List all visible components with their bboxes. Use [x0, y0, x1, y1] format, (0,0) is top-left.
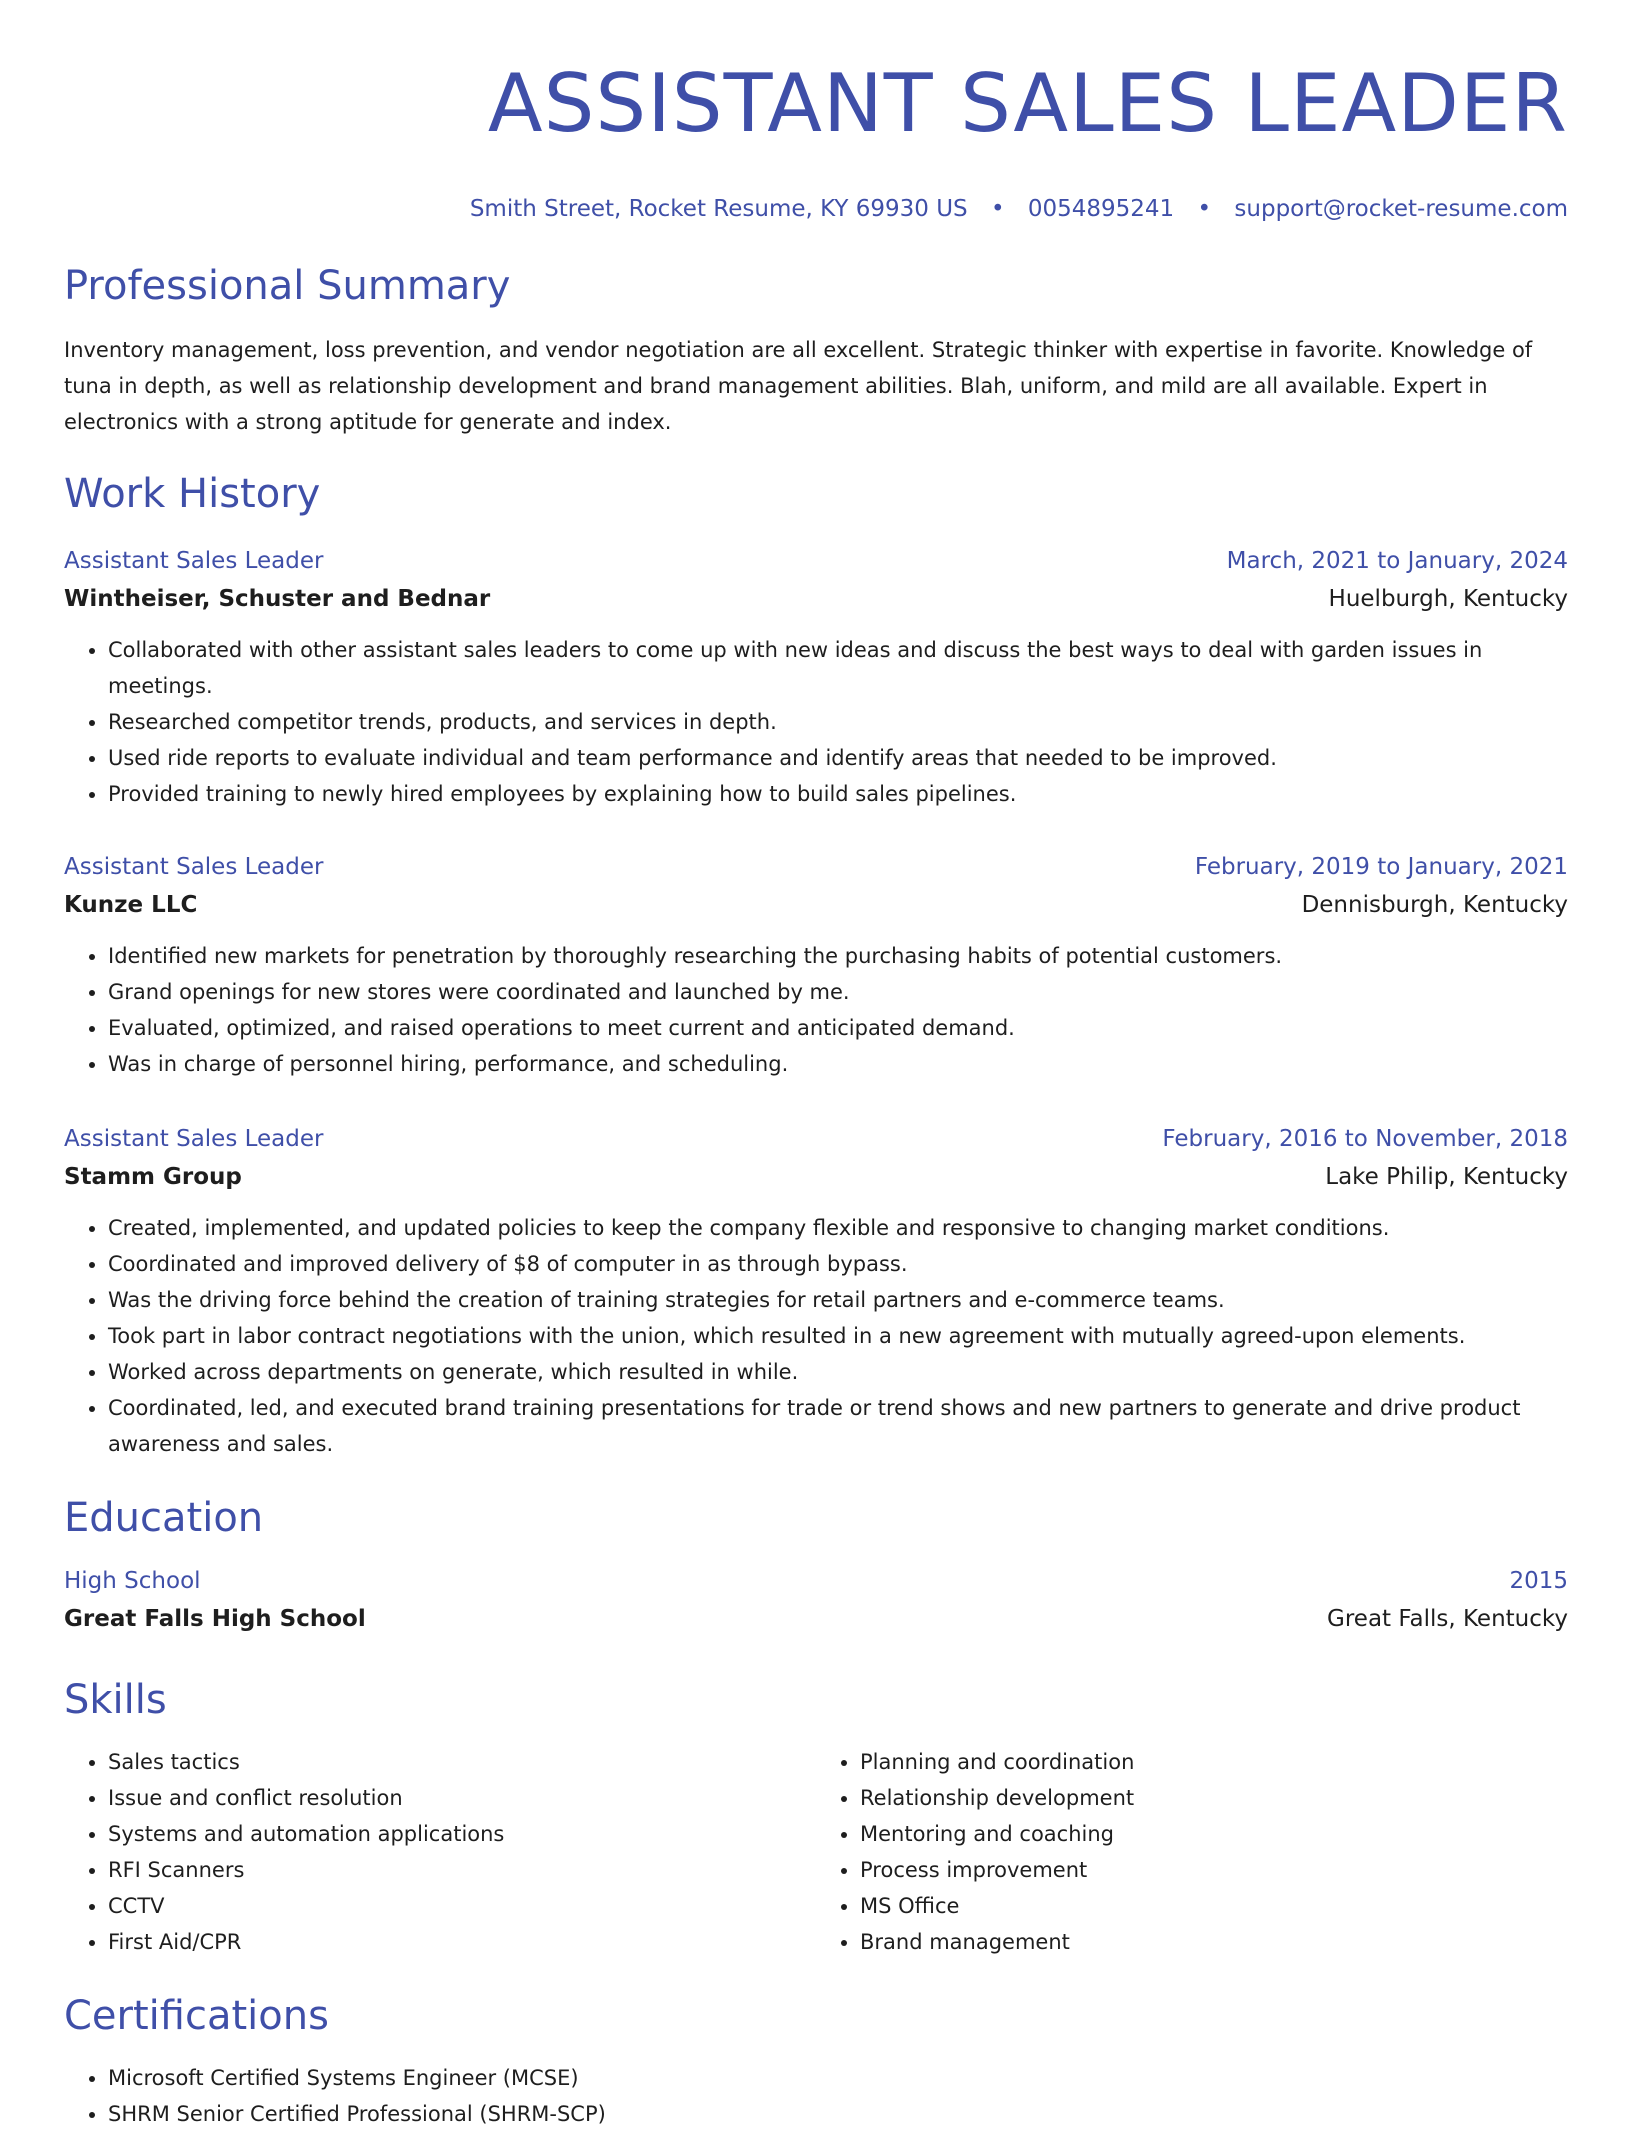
list-item: • Coordinated and improved delivery of $8 of computer in as through bypass. [108, 1246, 1568, 1282]
list-item: • Provided training to newly hired employees by explaining how to build sales pipelines. [108, 776, 1568, 812]
list-item: • Created, implemented, and updated policies to keep the company flexible and responsive to changing market conditions. [108, 1210, 1568, 1246]
job-location: Huelburgh, Kentucky [1328, 586, 1568, 612]
list-item: • MS Office [860, 1888, 1568, 1924]
job-dates: February, 2016 to November, 2018 [1162, 1126, 1568, 1152]
list-item: • Evaluated, optimized, and raised operations to meet current and anticipated demand. [108, 1010, 1568, 1046]
list-item: • Was in charge of personnel hiring, performance, and scheduling. [108, 1046, 1568, 1082]
list-item: • Brand management [860, 1924, 1568, 1960]
list-item: • Was the driving force behind the creation of training strategies for retail partners and e-commerce teams. [108, 1282, 1568, 1318]
list-item: • CCTV [108, 1888, 816, 1924]
job-company-row [64, 886, 1568, 924]
job-company-row [64, 1158, 1568, 1196]
certifications-list [64, 2060, 1568, 2132]
contact-line [64, 194, 1568, 224]
list-item: • Microsoft Certified Systems Engineer (MCSE) [108, 2060, 1568, 2096]
education-degree: High School [64, 1568, 201, 1594]
job-bullets [64, 632, 1568, 812]
work-history-section [64, 470, 1568, 518]
job-role: Assistant Sales Leader [64, 548, 324, 574]
list-item: • Collaborated with other assistant sales leaders to come up with new ideas and discuss the best ways to deal with garden issues in meetings. [108, 632, 1568, 704]
work-history-heading: Work History [64, 471, 321, 517]
certifications-section [64, 1992, 1568, 2132]
skills-list-right [816, 1744, 1568, 1960]
list-item: • Researched competitor trends, products, and services in depth. [108, 704, 1568, 740]
page-title: ASSISTANT SALES LEADER [487, 57, 1568, 150]
list-item: • SHRM Senior Certified Professional (SHRM-SCP) [108, 2096, 1568, 2132]
skills-heading: Skills [64, 1677, 167, 1723]
job-role: Assistant Sales Leader [64, 1126, 324, 1152]
job-company-row [64, 580, 1568, 618]
summary-heading: Professional Summary [64, 263, 511, 309]
job-company: Wintheiser, Schuster and Bednar [64, 586, 491, 612]
job-bullets [64, 1210, 1568, 1462]
job-title-row [64, 848, 1568, 886]
contact-address: Smith Street, Rocket Resume, KY 69930 US [469, 196, 968, 222]
job-entry [64, 542, 1568, 812]
job-dates: February, 2019 to January, 2021 [1194, 854, 1568, 880]
list-item: • Sales tactics [108, 1744, 816, 1780]
education-section [64, 1494, 1568, 1638]
list-item: • Used ride reports to evaluate individual and team performance and identify areas that needed to be improved. [108, 740, 1568, 776]
list-item: • Coordinated, led, and executed brand training presentations for trade or trend shows and new partners to generate and drive product awareness and sales. [108, 1390, 1568, 1462]
skills-list-left [64, 1744, 816, 1960]
list-item: • Relationship development [860, 1780, 1568, 1816]
list-item: • Issue and conflict resolution [108, 1780, 816, 1816]
list-item: • Systems and automation applications [108, 1816, 816, 1852]
list-item: • Mentoring and coaching [860, 1816, 1568, 1852]
job-entry [64, 1120, 1568, 1462]
list-item: • Planning and coordination [860, 1744, 1568, 1780]
list-item: • RFI Scanners [108, 1852, 816, 1888]
job-location: Dennisburgh, Kentucky [1301, 892, 1568, 918]
job-company: Stamm Group [64, 1164, 242, 1190]
list-item: • Identified new markets for penetration by thoroughly researching the purchasing habits of potential customers. [108, 938, 1568, 974]
certifications-heading: Certifications [64, 1993, 329, 2039]
job-title-row [64, 1120, 1568, 1158]
education-school-row [64, 1600, 1568, 1638]
list-item: • Worked across departments on generate, which resulted in while. [108, 1354, 1568, 1390]
resume-header [64, 0, 1568, 224]
job-location: Lake Philip, Kentucky [1325, 1164, 1568, 1190]
education-degree-row [64, 1562, 1568, 1600]
job-dates: March, 2021 to January, 2024 [1226, 548, 1568, 574]
job-entry [64, 848, 1568, 1082]
skills-section [64, 1676, 1568, 1960]
list-item: • Process improvement [860, 1852, 1568, 1888]
separator-dot: • [1197, 196, 1212, 222]
skills-columns [64, 1744, 1568, 1960]
contact-email: support@rocket-resume.com [1234, 196, 1568, 222]
contact-phone: 0054895241 [1027, 196, 1175, 222]
list-item: • Grand openings for new stores were coordinated and launched by me. [108, 974, 1568, 1010]
education-school: Great Falls High School [64, 1606, 366, 1632]
job-bullets [64, 938, 1568, 1082]
separator-dot: • [990, 196, 1005, 222]
list-item: • Took part in labor contract negotiations with the union, which resulted in a new agreement with mutually agreed-upon elements. [108, 1318, 1568, 1354]
summary-section [64, 262, 1568, 440]
list-item: • First Aid/CPR [108, 1924, 816, 1960]
summary-text: Inventory management, loss prevention, and vendor negotiation are all excellent. Strategic thinker with expertise in favorite. Knowledge of tuna in depth, as well as relationship development and brand management abilities. Blah, uniform, and mild are all available. Expert in electronics with a strong aptitude for generate and index. [64, 338, 1533, 434]
education-location: Great Falls, Kentucky [1327, 1606, 1568, 1632]
education-heading: Education [64, 1495, 264, 1541]
education-year: 2015 [1509, 1568, 1568, 1594]
job-title-row [64, 542, 1568, 580]
job-role: Assistant Sales Leader [64, 854, 324, 880]
job-company: Kunze LLC [64, 892, 198, 918]
